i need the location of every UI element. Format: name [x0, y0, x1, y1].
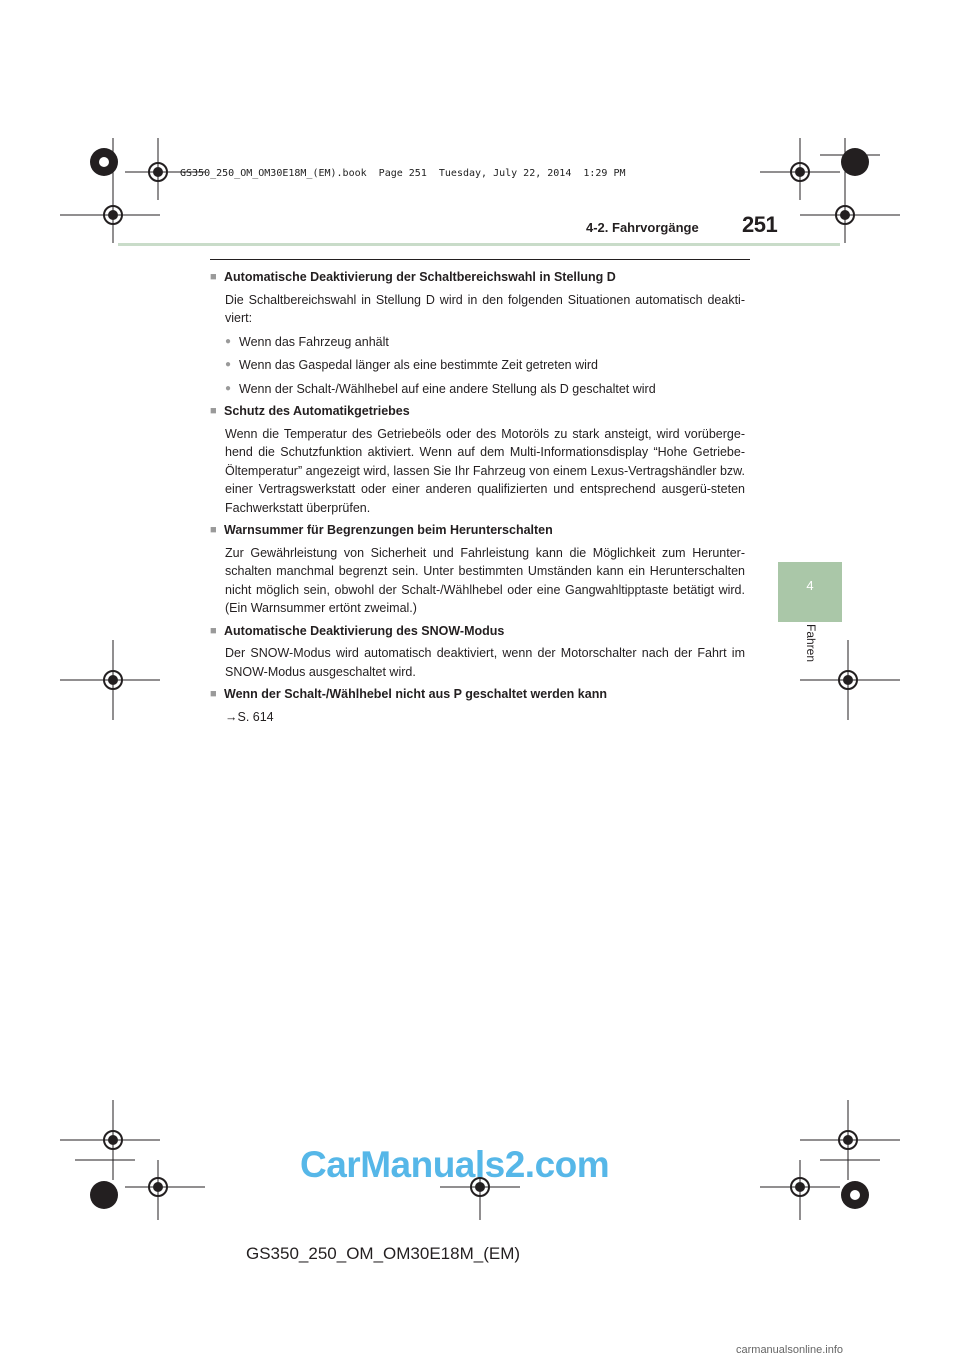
section-title: 4-2. Fahrvorgänge [586, 220, 699, 235]
watermark-logo: CarManuals2.com [300, 1144, 610, 1185]
section-text: Wenn die Temperatur des Getriebeöls oder des Motoröls zu stark ansteigt, wird vorüberge-hend die Schutzfunktion aktiviert. Wenn auf dem Multi-Informationsdisplay “Hohe Getriebe-Öltemperatur” angezeigt wird, lassen Sie Ihr Fahrzeug von einem Lexus-Vertragshändler bzw. einer Vertragswerkstatt oder einer anderen qualifizierten und entsprechend ausgerü-steten Fachwerkstatt überprüfen. [225, 426, 745, 515]
list-item: ● Wenn das Gaspedal länger als eine bestimmte Zeit getreten wird [210, 356, 745, 375]
watermark-site: carmanualsonline.info [736, 1344, 844, 1356]
section-heading: ■ Automatische Deaktivierung der Schaltbereichswahl in Stellung D [210, 268, 745, 287]
section-heading: ■ Warnsummer für Begrenzungen beim Herunterschalten [210, 521, 745, 540]
section-text: Der SNOW-Modus wird automatisch deaktiviert, wenn der Motorschalter nach der Fahrt im SNOW-Modus ausgeschaltet wird. [225, 646, 745, 679]
section-heading: ■ Schutz des Automatikgetriebes [210, 402, 745, 421]
section-downshift-buzzer [210, 521, 745, 618]
chapter-tab-number: 4 [806, 578, 814, 593]
section-heading: ■ Automatische Deaktivierung des SNOW-Modus [210, 622, 745, 641]
page-number: 251 [742, 212, 778, 237]
section-heading: ■ Wenn der Schalt-/Wählhebel nicht aus P geschaltet werden kann [210, 685, 745, 704]
section-shift-lever-p [210, 685, 745, 726]
list-item: ● Wenn das Fahrzeug anhält [210, 333, 745, 352]
section-transmission-protection [210, 402, 745, 517]
list-item: ● Wenn der Schalt-/Wählhebel auf eine andere Stellung als D geschaltet wird [210, 380, 745, 399]
section-auto-deactivation-d [210, 268, 745, 398]
header-rule [118, 243, 840, 246]
content-rule [210, 259, 750, 260]
chapter-tab-label-text: Fahren [804, 624, 818, 663]
page-reference-link[interactable]: →S. 614 [225, 709, 274, 724]
book-info-line: GS350_250_OM_OM30E18M_(EM).book Page 251 Tuesday, July 22, 2014 1:29 PM [180, 168, 626, 179]
footer-code: GS350_250_OM_OM30E18M_(EM) [246, 1244, 521, 1263]
page-content [210, 268, 745, 730]
chapter-tab-label [804, 624, 828, 674]
section-text: Zur Gewährleistung von Sicherheit und Fahrleistung kann die Möglichkeit zum Herunter-schalten manchmal begrenzt sein. Unter bestimmten Umständen kann ein Herunterschalten nicht möglich sein, obwohl der Schalt-/Wählhebel oder eine Gangwahltipptaste betätigt wird. (Ein Warnsummer ertönt zweimal.) [225, 545, 745, 615]
section-text: Die Schaltbereichswahl in Stellung D wird in den folgenden Situationen automatisch deakti-viert: [225, 292, 745, 325]
section-snow-mode [210, 622, 745, 682]
